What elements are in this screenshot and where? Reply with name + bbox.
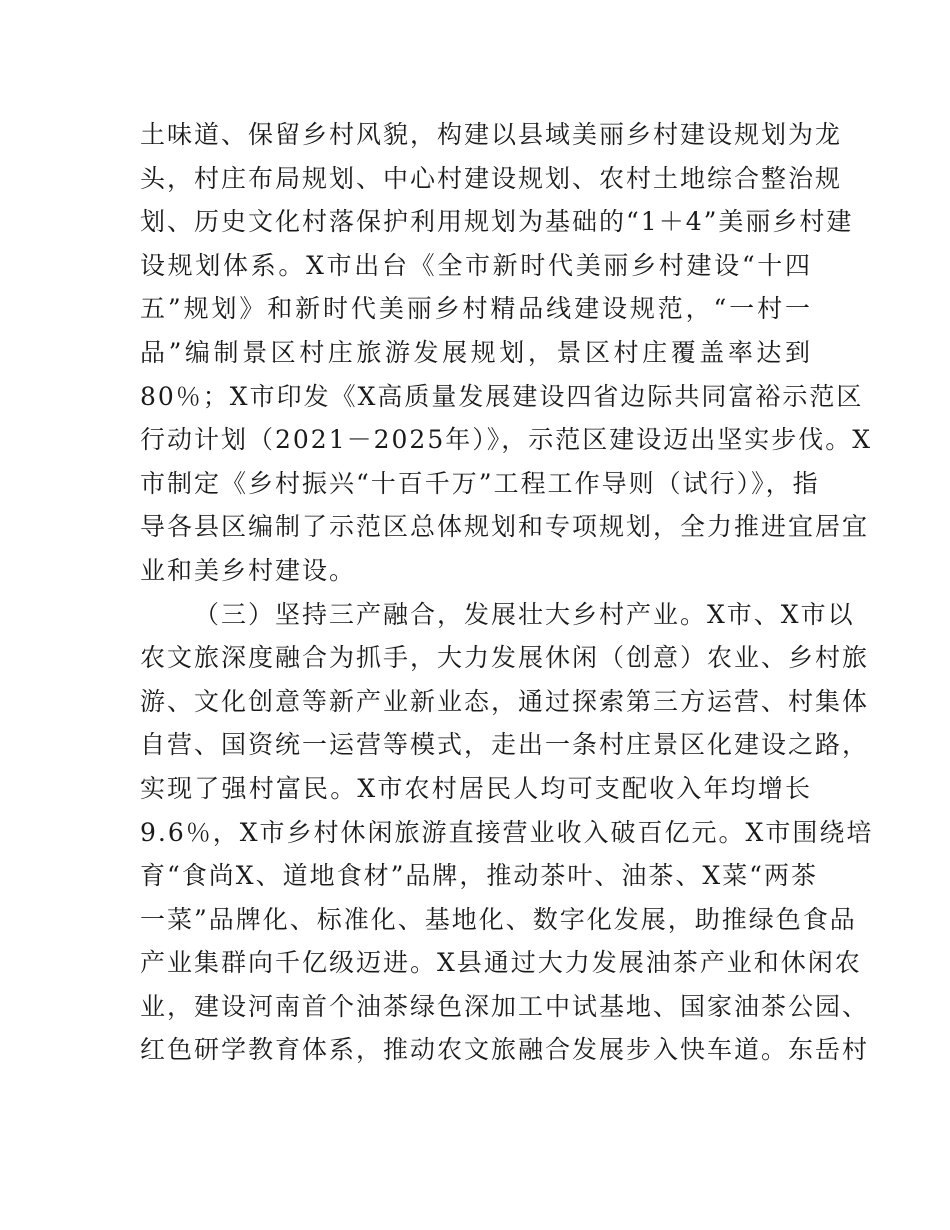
text-line: 游、文化创意等新产业新业态，通过探索第三方运营、村集体 xyxy=(140,686,870,716)
text-line: 一菜”品牌化、标准化、基地化、数字化发展，助推绿色食品 xyxy=(140,904,857,934)
text-line: 红色研学教育体系，推动农文旅融合发展步入快车道。东岳村 xyxy=(140,1035,870,1065)
text-line: 划、历史文化村落保护利用规划为基础的“1＋4”美丽乡村建 xyxy=(140,207,854,237)
text-line: 自营、国资统一运营等模式，走出一条村庄景区化建设之路， xyxy=(140,730,870,760)
text-line: 80％；X市印发《X高质量发展建设四省边际共同富裕示范区 xyxy=(140,381,864,411)
paragraph-industry xyxy=(140,593,874,1073)
text-line: 业和美乡村建设。 xyxy=(140,555,357,585)
section-heading-line: （三）坚持三产融合，发展壮大乡村产业。X市、X市以 xyxy=(194,599,855,629)
text-line: 育“食尚X、道地食材”品牌，推动茶叶、油茶、X菜“两茶 xyxy=(140,861,818,891)
text-line: 行动计划（2021－2025年）》，示范区建设迈出坚实步伐。X xyxy=(140,425,873,455)
text-line: 设规划体系。X市出台《全市新时代美丽乡村建设“十四 xyxy=(140,250,812,280)
text-line: 土味道、保留乡村风貌，构建以县域美丽乡村建设规划为龙 xyxy=(140,120,843,149)
text-line: 品”编制景区村庄旅游发展规划，景区村庄覆盖率达到 xyxy=(140,337,812,367)
document-body xyxy=(140,113,874,1072)
paragraph-planning xyxy=(140,113,873,593)
text-line: 业，建设河南首个油茶绿色深加工中试基地、国家油茶公园、 xyxy=(140,991,870,1021)
text-line: 9.6％，X市乡村休闲旅游直接营业收入破百亿元。X市围绕培 xyxy=(140,817,874,847)
text-line: 头，村庄布局规划、中心村建设规划、农村土地综合整治规 xyxy=(140,163,843,193)
text-line: 导各县区编制了示范区总体规划和专项规划，全力推进宜居宜 xyxy=(140,512,870,542)
text-line: 市制定《乡村振兴“十百千万”工程工作导则（试行）》，指 xyxy=(140,468,820,498)
text-line: 农文旅深度融合为抓手，大力发展休闲（创意）农业、乡村旅 xyxy=(140,643,870,673)
text-line: 产业集群向千亿级迈进。X县通过大力发展油茶产业和休闲农 xyxy=(140,948,862,978)
text-line: 五”规划》和新时代美丽乡村精品线建设规范，“一村一 xyxy=(140,294,812,324)
text-line: 实现了强村富民。X市农村居民人均可支配收入年均增长 xyxy=(140,773,812,803)
